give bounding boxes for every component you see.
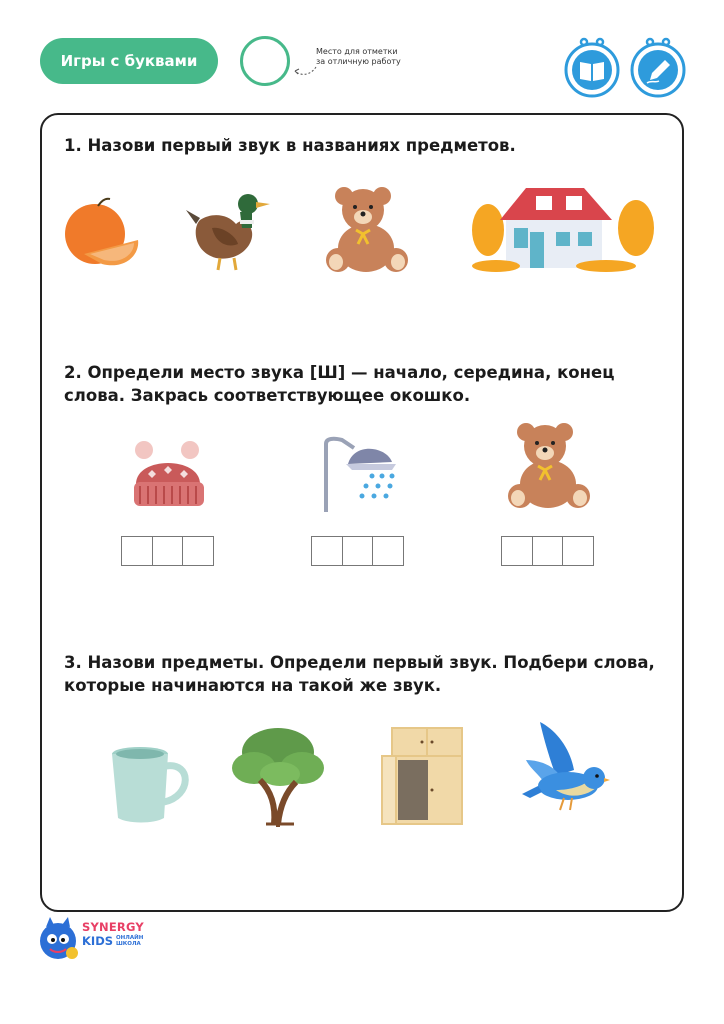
sound-position-boxes-2	[311, 536, 403, 566]
position-box-middle[interactable]	[532, 536, 564, 566]
task-3-text	[64, 651, 655, 697]
position-box-middle[interactable]	[342, 536, 374, 566]
duck-image	[182, 188, 272, 274]
task-3-line1: 3. Назови предметы. Определи первый звук. Подбери слова,	[64, 653, 655, 672]
synergy-kids-logo	[38, 915, 148, 961]
task-1-text: 1. Назови первый звук в названиях предметов.	[64, 136, 516, 155]
book-icon	[564, 36, 620, 98]
task-2-line1: 2. Определи место звука [Ш] — начало, середина, конец	[64, 363, 615, 382]
logo-synergy-text: SYNERGY	[82, 920, 144, 934]
mascot-icon	[38, 915, 80, 961]
logo-kids-text: KIDS	[82, 934, 114, 948]
position-box-end[interactable]	[182, 536, 214, 566]
position-box-start[interactable]	[121, 536, 153, 566]
grade-mark-note	[316, 47, 401, 67]
shower-image	[320, 436, 406, 514]
task-2-text	[64, 361, 614, 407]
curved-arrow-icon	[292, 64, 318, 78]
hat-image	[126, 436, 212, 512]
position-box-middle[interactable]	[152, 536, 184, 566]
teddy-bear-image	[322, 184, 414, 276]
position-box-start[interactable]	[311, 536, 343, 566]
task-2-line2: слова. Закрась соответствующее окошко.	[64, 386, 471, 405]
mug-image	[108, 744, 192, 824]
topic-title: Игры с буквами	[60, 52, 198, 70]
teddy-bear-image-2	[504, 420, 596, 512]
sound-position-boxes-1	[121, 536, 213, 566]
orange-image	[62, 194, 142, 274]
mark-note-line2: за отличную работу	[316, 57, 401, 66]
position-box-end[interactable]	[372, 536, 404, 566]
logo-school-text	[116, 935, 143, 947]
bird-image	[520, 720, 612, 818]
logo-sub-line2: ШКОЛА	[116, 941, 141, 947]
topic-pill	[40, 38, 218, 84]
position-box-end[interactable]	[562, 536, 594, 566]
pencil-icon	[630, 36, 686, 98]
sound-position-boxes-3	[501, 536, 593, 566]
task-3-line2: которые начинаются на такой же звук.	[64, 676, 442, 695]
logo-sub-line1: ОНЛАЙН	[116, 935, 144, 941]
grade-mark-circle[interactable]	[240, 36, 290, 86]
mark-note-line1: Место для отметки	[316, 47, 398, 56]
house-image	[466, 182, 658, 274]
position-box-start[interactable]	[501, 536, 533, 566]
wardrobe-image	[380, 726, 464, 828]
tree-image	[230, 724, 326, 828]
